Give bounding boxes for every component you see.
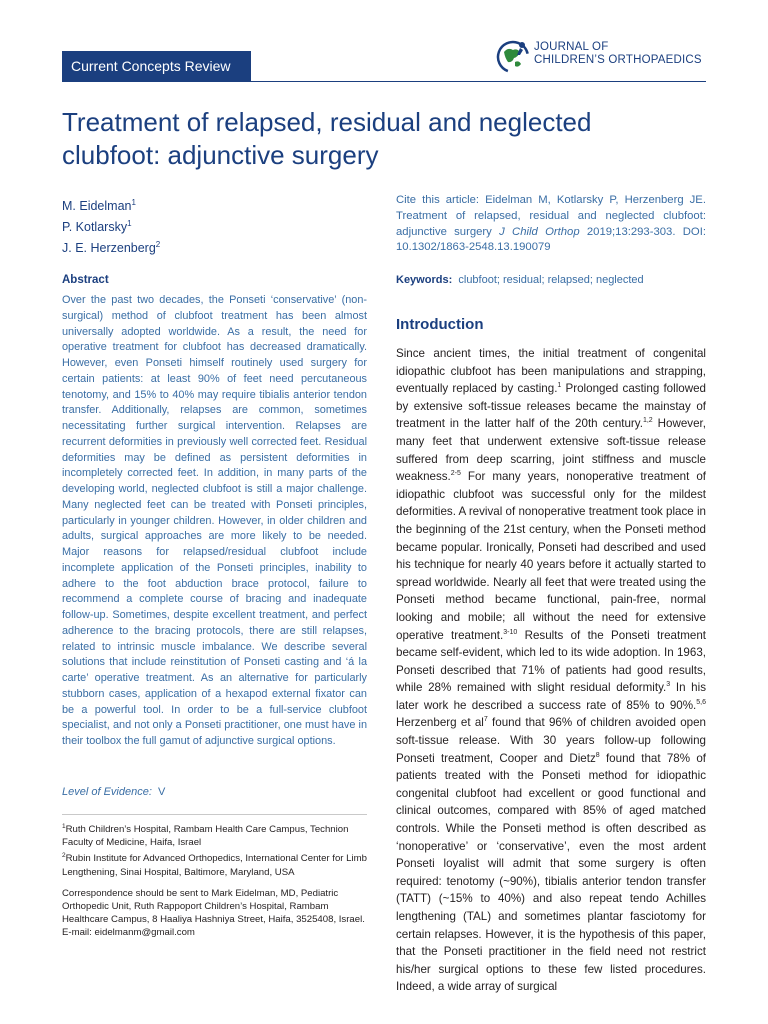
citation: Cite this article: Eidelman M, Kotlarsky P, Herzenberg JE. Treatment of relapsed, residual and neglected clubfoot: adjunctive surgery J Child Orthop 2019;13:293-303. DOI: 10.1302/1863-2548.13.190079 (396, 194, 706, 254)
intro-text-run: However, many feet that underwent extensive soft-tissue release suffered from deep scarring, joint stiffness and muscle weakness. (396, 417, 706, 484)
section-divider (251, 81, 706, 82)
citation-ref: 5,6 (696, 699, 706, 707)
abstract-heading: Abstract (62, 274, 109, 286)
intro-text-run: Herzenberg et al (396, 716, 484, 730)
author: M. Eidelman$^1$ (62, 198, 136, 214)
citation-ref: 7 (483, 716, 488, 724)
keywords (396, 273, 644, 288)
keywords-text: clubfoot; residual; relapsed; neglected (458, 274, 644, 286)
author: P. Kotlarsky$^1$ (62, 219, 132, 235)
keywords-label: Keywords: (396, 274, 453, 286)
introduction-heading: Introduction (396, 316, 484, 333)
abstract-text: Over the past two decades, the Ponseti ‘conservative’ (non-surgical) method of clubfoot treatment has been almost universally adopted worldwide. As a result, the need for operative treatment for clubfoot has decreased dramatically. However, even Ponseti himself routinely used surgery for certain patients: at least 90% of feet need percutaneous tenotomy, and 15% to 40% may require tibialis anterior tendon transfer. Additionally, relapses are common, sometimes necessitating further surgical intervention. Relapses are recurrent deformities in previously well corrected feet. Residual deformities may be defined as persistent deformities in incompletely corrected feet. In addition, in many parts of the developing world, neglected clubfoot is still a major challenge. Many neglected feet can be treated with Ponseti principles, particularly in younger children. However, in older children and adults, surgical approaches are more likely to be needed. Major reasons for relapsed/residual clubfoot include incomplete application of the Ponseti principles, inability to adhere to the foot abduction brace protocol, failure to recommend a complete course of bracing and inadequate follow-up. Sometimes, despite excellent treatment, and perfect adherence to the bracing protocols, there are still relapses, related to intrinsic muscle imbalance. We describe several solutions that include reinstitution of Ponseti casting and ‘á la carte’ operative treatment. As an alternative for particularly stubborn cases, application of a hexapod external fixator can be a powerful tool. In order to be a full-service clubfoot specialist, and not only a Ponseti practitioner, one must have in their toolbox the full gamut of adjunctive surgical options. (62, 294, 367, 747)
correspondence: Correspondence should be sent to Mark Eidelman, MD, Pediatric Orthopedic Unit, Ruth Rappoport Children’s Hospital, Rambam Healthcare Campus, 8 Haaliya Hashniya Street, Haifa, 3525408, Israel. (62, 888, 365, 926)
author-list (62, 194, 160, 257)
citation-ref: 2-5 (450, 470, 461, 478)
citation-ref: 3 (666, 681, 671, 689)
journal-name-line2: CHILDREN’S ORTHOPAEDICS (534, 54, 702, 66)
email: E-mail: eidelmanm@gmail.com (62, 927, 195, 939)
affiliations (62, 820, 367, 879)
author: J. E. Herzenberg$^2$ (62, 240, 161, 256)
article-title: Treatment of relapsed, residual and neglected clubfoot: adjunctive surgery (62, 107, 592, 170)
journal-logo (496, 38, 708, 74)
intro-text-run: Results of the Ponseti treatment became self-evident, which led to its wide adoption. In 1963, Ponseti described that 71% of patients had good results, while 28% remained with slight residual deformity. (396, 628, 706, 695)
introduction-text (396, 345, 706, 996)
footnote-divider (62, 814, 367, 815)
intro-text-run: For many years, nonoperative treatment of idiopathic clubfoot was successful only for the mildest deformities. A revival of nonoperative treatment took place in the beginning of the 21st century, when the Ponseti method became popular. Ironically, Ponseti had described and used his technique for nearly 40 years before it actually started to spread worldwide. Nearly all feet that were treated using the Ponseti method became functional, pain-free, normal looking and mobile; all without the need for extensive operative treatment. (396, 470, 706, 642)
citation-ref: 1,2 (642, 417, 653, 425)
correspondence-block (62, 887, 367, 939)
intro-text-run: Since ancient times, the initial treatment of congenital idiopathic clubfoot has been manipulations and strapping, eventually replaced by casting. (396, 347, 706, 396)
citation-ref: 1 (557, 382, 562, 390)
citation-ref: 8 (595, 751, 600, 759)
journal-name-line1: JOURNAL OF (534, 41, 609, 53)
intro-text-run: found that 96% of children avoided open soft-tissue release. With 30 years follow-up following Ponseti treatment, Cooper and Dietz (396, 716, 707, 765)
intro-text-run: Prolonged casting followed by extensive soft-tissue releases became the mainstay of treatment in the latter half of the 20th century. (396, 382, 706, 431)
affiliation: $^2$Rubin Institute for Advanced Orthopedics, International Center for Limb Lengthening, Sinai Hospital, Baltimore, Maryland, USA (62, 852, 367, 878)
citation-ref: 3-10 (503, 628, 518, 636)
intro-text-run: In his later work he described a success rate of 85% to 90%. (396, 681, 707, 712)
globe-child-icon (496, 38, 530, 74)
journal-name (534, 41, 702, 67)
affiliation: $^1$Ruth Children’s Hospital, Rambam Health Care Campus, Technion Faculty of Medicine, Haifa, Israel (62, 823, 349, 849)
level-of-evidence: Level of Evidence: V (62, 786, 166, 798)
intro-text-run: found that 78% of patients treated with the Ponseti method for idiopathic congenital clubfoot had excellent or good functional and clinical outcomes, compared with 85% of aged matched controls. While the Ponseti method is often described as ‘nonoperative’ or ‘conservative’, even the most ardent Ponseti loyalist will admit that some surgery is often required: tenotomy (~90%), tibialis anterior tendon transfer (TATT) (~15% to 40%) and also repeat tendo Achilles lengthening (TAL) and sometimes plantar fasciotomy for certain relapses. However, it is the hypothesis of this paper, that the Ponseti practitioner in the field need not restrict his/her surgical options to these few listed procedures. Indeed, a wide array of surgical (396, 751, 706, 994)
section-label: Current Concepts Review (62, 51, 251, 82)
